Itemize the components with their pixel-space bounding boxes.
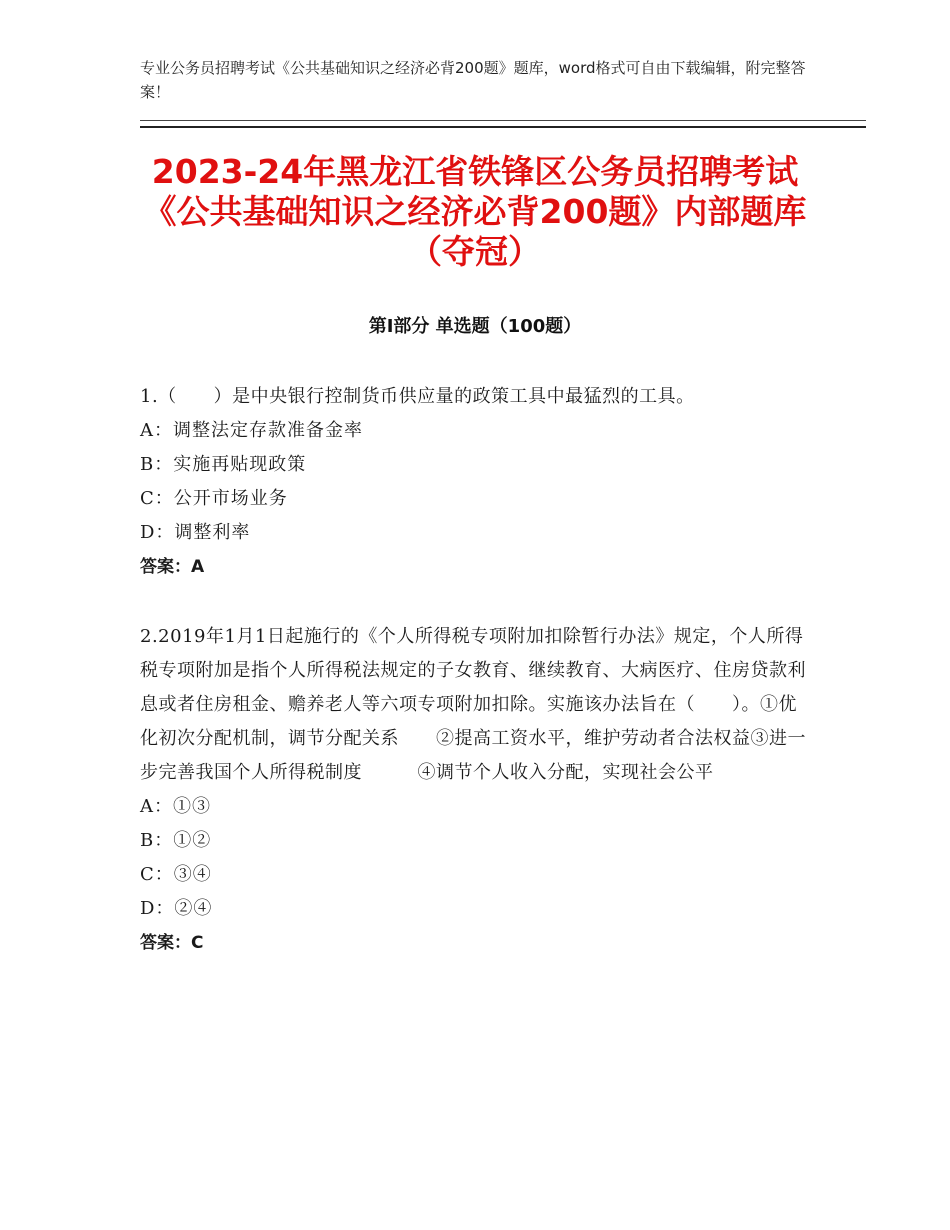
option-d: D：调整利率: [140, 522, 251, 543]
document-title: 2023-24年黑龙江省铁锋区公务员招聘考试《公共基础知识之经济必背200题》内部题库（夺冠）: [143, 152, 807, 271]
question-stem: 1.（ ）是中央银行控制货币供应量的政策工具中最猛烈的工具。: [140, 386, 695, 407]
option-d: D：②④: [140, 898, 213, 919]
answer-label: 答案：A: [140, 557, 205, 577]
option-c: C：公开市场业务: [140, 488, 288, 509]
option-b: B：①②: [140, 830, 212, 851]
option-a: A：①③: [140, 796, 211, 817]
option-a: A：调整法定存款准备金率: [140, 420, 363, 441]
question-2: [140, 620, 810, 960]
question-stem: 2.2019年1月1日起施行的《个人所得税专项附加扣除暂行办法》规定，个人所得税专项附加是指个人所得税法规定的子女教育、继续教育、大病医疗、住房贷款利息或者住房租金、赡养老人等六项专项附加扣除。实施该办法旨在（ ）。①优化初次分配机制，调节分配关系 ②提高工资水平，维护劳动者合法权益③进一步完善我国个人所得税制度 ④调节个人收入分配，实现社会公平: [140, 626, 806, 783]
option-c: C：③④: [140, 864, 212, 885]
option-b: B：实施再贴现政策: [140, 454, 307, 475]
header-divider: [140, 120, 866, 128]
section-title: 第Ⅰ部分 单选题（100题）: [368, 316, 582, 337]
header-note: 专业公务员招聘考试《公共基础知识之经济必背200题》题库，word格式可自由下载编辑，附完整答案！: [140, 59, 806, 101]
answer-label: 答案：C: [140, 933, 204, 953]
question-1: [140, 380, 810, 584]
